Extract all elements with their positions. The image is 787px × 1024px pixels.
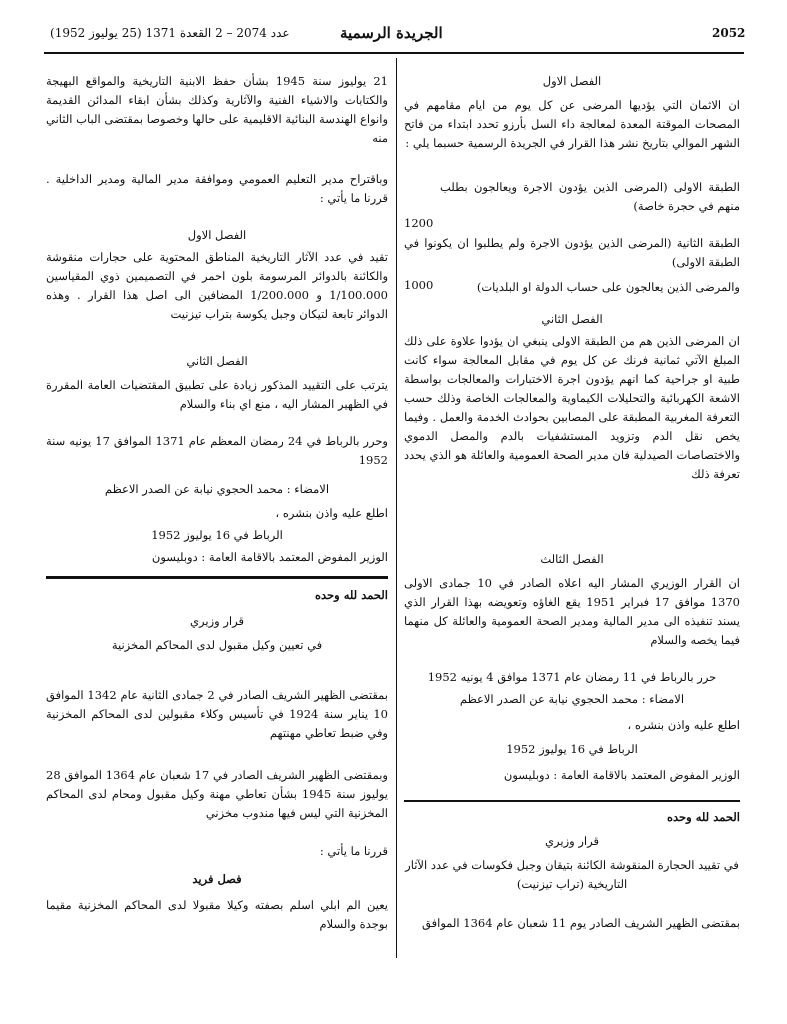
l-cont-text: 21 يوليوز سنة 1945 بشأن حفظ الابنية التاريخية والمواقع البهيجة والكتابات والاشياء الفنية والآثارية وكذلك بشأن ابقاء المدائن القديمة وانواع الهندسة البنائية الاقليمية على حالها وخصوصا بمقتضى الباب الثاني منه bbox=[46, 74, 388, 145]
r-art1-intro: ان الاثمان التي يؤديها المرضى عن كل يوم من ايام مقامهم في المصحات الموقتة المعدة لمعالجة داء السل بأرزو تحدد ابتداء من فاتح الشهر الموالي بتاريخ نشر هذا القرار في الجريدة الرسمية حسبما يلي : bbox=[404, 98, 740, 150]
left-column bbox=[46, 62, 388, 962]
l-decided: قررنا ما يأتي : bbox=[319, 844, 388, 858]
l-decree-title: قرار وزيري bbox=[190, 614, 244, 628]
l-art2-text: يترتب على التقييد المذكور زيادة على تطبيق المقتضيات العامة المقررة في الظهير المشار اليه ، منع اي بناء والسلام bbox=[46, 378, 388, 411]
l-single-text: يعين الم ابلي اسلم بصفته وكيلا مقبولا لدى المحاكم المخزنية مقيما بوجدة والسلام bbox=[46, 898, 388, 931]
r-date-line: حرر بالرباط في 11 رمضان عام 1371 موافق 4 يونيه 1952 bbox=[427, 670, 717, 684]
r-category3-amount: 1000 bbox=[404, 278, 434, 292]
r-separator bbox=[404, 800, 740, 802]
r-category1: الطبقة الاولى (المرضى الذين يؤدون الاجرة ويعالجون بطلب منهم في حجرة خاصة) bbox=[440, 180, 740, 213]
l-single-heading: فصل فريد bbox=[192, 872, 242, 886]
r-art1-heading: الفصل الاول bbox=[542, 74, 602, 88]
r-category3: والمرضى الذين يعالجون على حساب الدولة او البلديات) bbox=[476, 280, 740, 294]
l-proposal: وباقتراح مدير التعليم العمومي وموافقة مدير المالية ومدير الداخلية . قررنا ما يأتي : bbox=[46, 172, 388, 205]
r-resident: الوزير المفوض المعتمد بالاقامة العامة : دوبليسون bbox=[503, 768, 740, 782]
column-divider bbox=[396, 58, 397, 958]
l-praise: الحمد لله وحده bbox=[314, 588, 388, 602]
l-recital2: وبمقتضى الظهير الشريف الصادر في 17 شعبان عام 1364 الموافق 28 يوليوز سنة 1945 بشأن تعاطي مهنة وكيل مقبول ومحام لدى المحاكم المخزنية التي ليس فيها مندوب مخزني bbox=[46, 768, 388, 820]
r-art2-text: ان المرضى الذين هم من الطبقة الاولى ينبغي ان يؤدوا علاوة على ذلك المبلغ الآتي ثمانية فرنك عن كل يوم في مقابل المعالجة سواء كانت طبية او جراحية كما انهم يؤدون اجرة الاختبارات والمعالجات بواسطة الاشعة الكهربائية والتحليلات الكيماوية والمعالجات الخاصة وذلك حسب التعرفة المغربية المطبقة على المصابين بحوادث الخدمة والعمل . وفيما يخص نقل الدم وتزويد المستشفيات بالدم والمصل الدموي والاختصاصات الصيدلية فان مدير الصحة العمومية والعائلة هو الذي يحدد تعرفة ذلك bbox=[404, 334, 740, 481]
l-art1-heading: الفصل الاول bbox=[187, 228, 247, 242]
l-rabat-date: الرباط في 16 يوليوز 1952 bbox=[151, 528, 283, 542]
r-decree-subject: في تقييد الحجارة المنقوشة الكائنة بتيقان وجبل فكوسات في عدد الآثار التاريخية (تراب تيزنيت) bbox=[405, 858, 739, 891]
right-column bbox=[404, 62, 740, 962]
header-rule bbox=[44, 52, 744, 54]
page-number: 2052 bbox=[712, 26, 746, 40]
r-praise: الحمد لله وحده bbox=[666, 810, 740, 824]
l-art2-heading: الفصل الثاني bbox=[186, 354, 248, 368]
l-seen: اطلع عليه واذن بنشره ، bbox=[275, 506, 388, 520]
l-art1-text: تقيد في عدد الآثار التاريخية المناطق المحتوية على حجارات منقوشة والكائنة بالدوائر المرسومة بلون احمر في التصميمين ذوي المقياسين 1/100.000 و 1/200.000 المضافين الى اصل هذا القرار . وهذه الدوائر تابعة لتيكان وجبل يكوسة بتراب تيزنيت bbox=[46, 250, 388, 321]
l-decree-subject: في تعيين وكيل مقبول لدى المحاكم المخزنية bbox=[111, 638, 323, 652]
l-recital1: بمقتضى الظهير الشريف الصادر في 2 جمادى الثانية عام 1342 الموافق 10 يناير سنة 1924 في تأسيس وكلاء مقبولين لدى المحاكم المخزنية وفي ضبط تعاطي مهنتهم bbox=[46, 688, 388, 740]
r-decree-title: قرار وزيري bbox=[545, 834, 599, 848]
r-signature: الامضاء : محمد الحجوي نيابة عن الصدر الاعظم bbox=[459, 692, 685, 706]
r-category1-amount: 1200 bbox=[404, 216, 434, 230]
issue-info: عدد 2074 – 2 القعدة 1371 (25 يوليوز 1952) bbox=[50, 26, 290, 40]
r-art2-heading: الفصل الثاني bbox=[541, 312, 603, 326]
l-separator bbox=[46, 576, 388, 579]
l-resident: الوزير المفوض المعتمد بالاقامة العامة : دوبليسون bbox=[151, 550, 388, 564]
r-decree-intro: بمقتضى الظهير الشريف الصادر يوم 11 شعبان عام 1364 الموافق bbox=[422, 916, 740, 930]
r-rabat-date: الرباط في 16 يوليوز 1952 bbox=[506, 742, 638, 756]
journal-title: الجريدة الرسمية bbox=[340, 24, 443, 42]
l-signature: الامضاء : محمد الحجوي نيابة عن الصدر الاعظم bbox=[104, 482, 330, 496]
r-seen: اطلع عليه واذن بنشره ، bbox=[627, 718, 740, 732]
r-art3-heading: الفصل الثالث bbox=[540, 552, 604, 566]
r-category2: الطبقة الثانية (المرضى الذين يؤدون الاجرة ولم يطلبوا ان يكونوا في الطبقة الاولى) bbox=[404, 236, 740, 269]
r-art3-text: ان القرار الوزيري المشار اليه اعلاه الصادر في 10 جمادى الاولى 1370 موافق 17 فبراير 1951 يقع الغاؤه وتعويضه بهذا القرار الذي يسند تنفيذه الى مدير المالية ومدير الصحة العمومية والعائلة كل منهما فيما يخصه والسلام bbox=[404, 576, 741, 647]
l-date-line: وحرر بالرباط في 24 رمضان المعظم عام 1371 الموافق 17 يونيه سنة 1952 bbox=[46, 434, 388, 467]
